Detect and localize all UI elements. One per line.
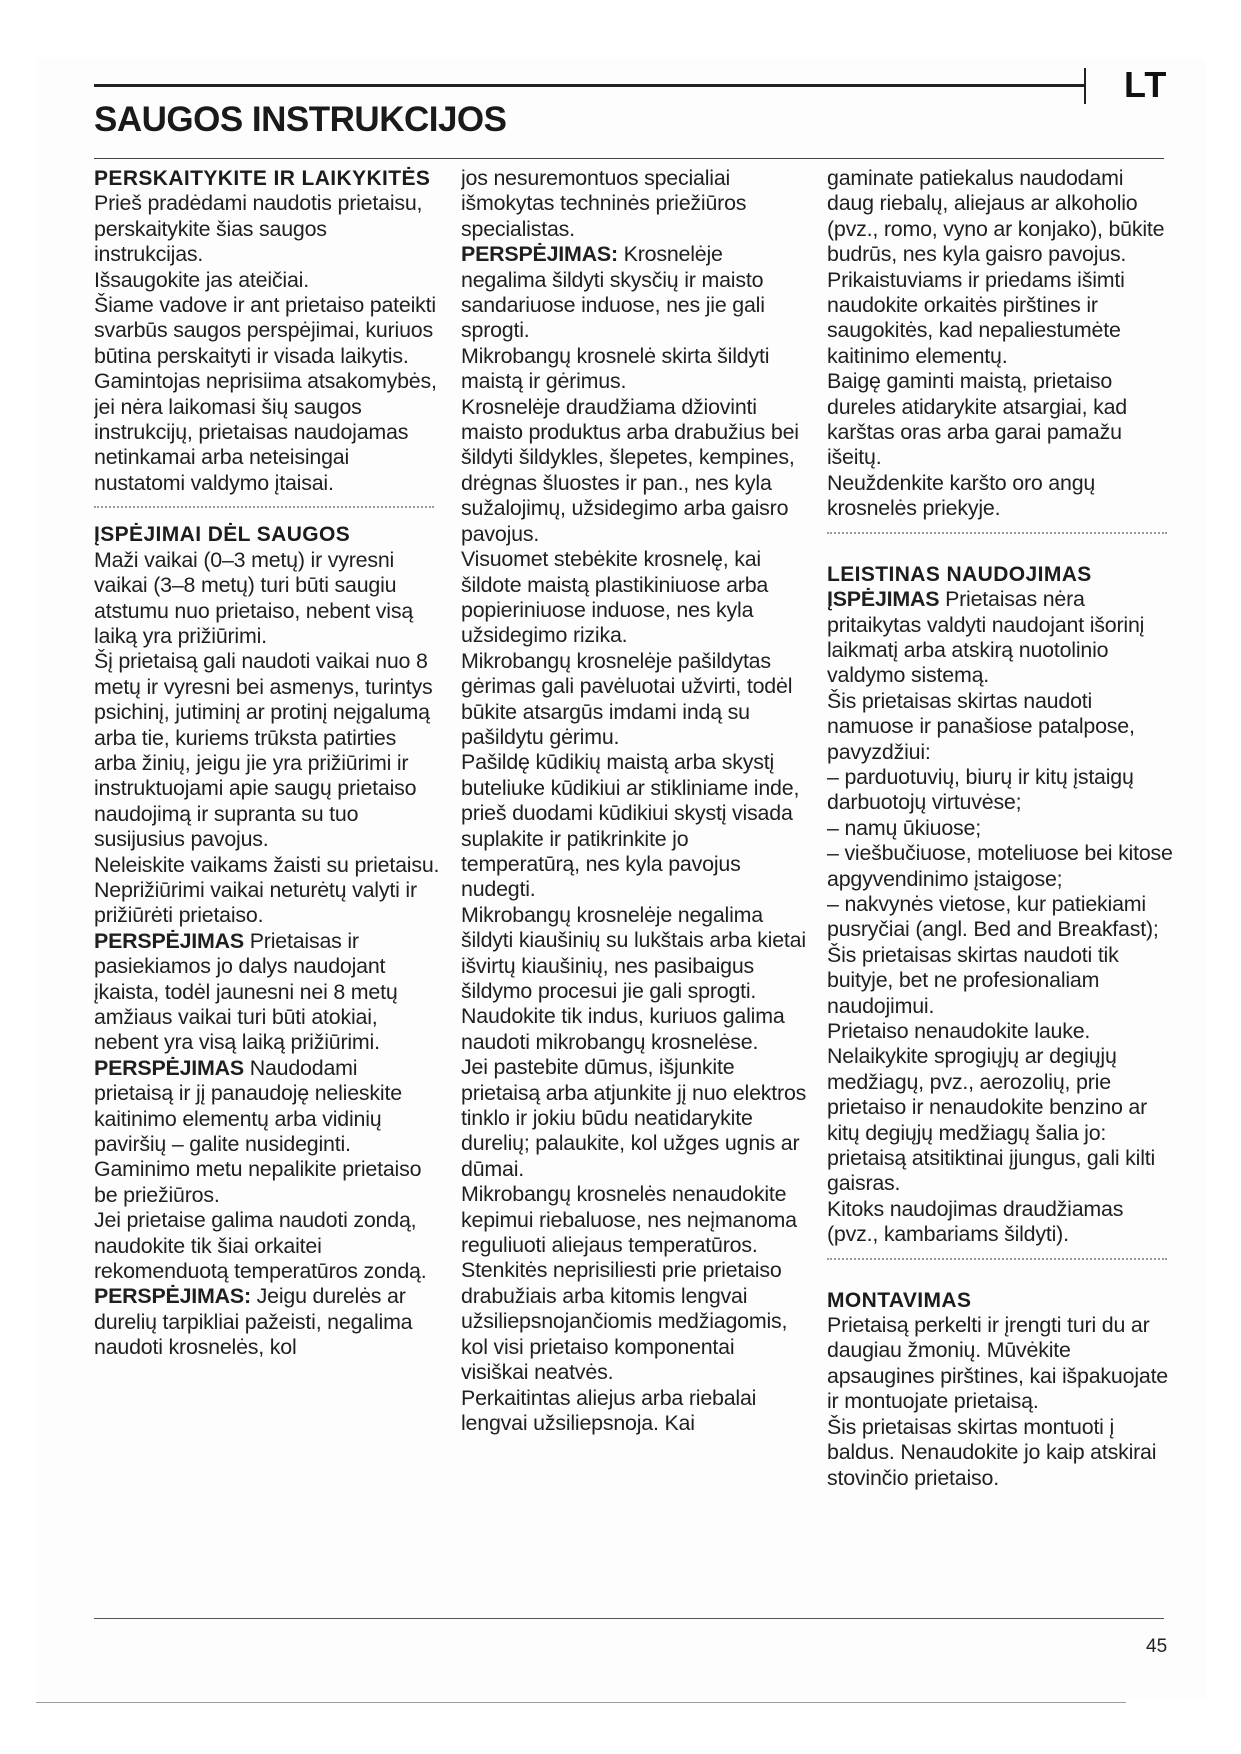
paragraph: Gamintojas neprisiima atsakomybės, jei nėra laikomasi šių saugos instrukcijų, prietaisas naudojamas netinkamai arba neteisingai nustatomi valdymo įtaisai. xyxy=(94,369,437,495)
heading-safety-warnings: ĮSPĖJIMAI DĖL SAUGOS xyxy=(94,523,351,547)
warning-text: Jeigu durelės ar durelių tarpikliai pažeisti, negalima naudoti krosnelės, kol xyxy=(94,1284,413,1360)
paragraph: Visuomet stebėkite krosnelę, kai šildote maistą plastikiniuose arba popieriniuose induose, nes kyla užsidegimo rizika. xyxy=(461,547,769,648)
scan-edge-line xyxy=(36,1702,1126,1703)
paragraph: jos nesuremontuos specialiai išmokytas techninės priežiūros specialistas. xyxy=(461,166,747,241)
paragraph: Prikaistuviams ir priedams išimti naudokite orkaitės pirštines ir saugokitės, kad nepaliestumėte kaitinimo elementų. xyxy=(827,267,1125,368)
warning-label: PERSPĖJIMAS: xyxy=(461,242,618,267)
dotted-separator xyxy=(94,506,434,508)
paragraph: Gaminimo metu nepalikite prietaiso be priežiūros. xyxy=(94,1157,422,1207)
warning-paragraph xyxy=(461,242,807,344)
paragraph: Šis prietaisas skirtas naudoti tik buityje, bet ne profesionaliam naudojimui. xyxy=(827,942,1119,1018)
paragraph: Jei pastebite dūmus, išjunkite prietaisą arba atjunkite jį nuo elektros tinklo ir jokiu būdu neatidarykite durelių; palaukite, kol užges ugnis ar dūmai. xyxy=(461,1055,807,1181)
column-2 xyxy=(461,166,807,1606)
list-item: – namų ūkiuose; xyxy=(827,815,981,840)
paragraph: Kitoks naudojimas draudžiamas (pvz., kambariams šildyti). xyxy=(827,1196,1124,1247)
paragraph: Maži vaikai (0–3 metų) ir vyresni vaikai (3–8 metų) turi būti saugiu atstumu nuo prietaiso, nebent visą laiką yra prižiūrimi. xyxy=(94,547,414,648)
paragraph: Prietaisą perkelti ir įrengti turi du ar daugiau žmonių. Mūvėkite apsaugines pirštines, kai išpakuojate ir montuojate prietaisą. xyxy=(827,1313,1169,1414)
paragraph: Perkaitintas aliejus arba riebalai lengvai užsiliepsnoja. Kai xyxy=(461,1385,757,1435)
paragraph: gaminate patiekalus naudodami daug riebalų, aliejaus ar alkoholio (pvz., romo, vyno ar konjako), būkite budrūs, nes kyla gaisro pavojus. xyxy=(827,166,1165,267)
warning-text: Prietaisas nėra pritaikytas valdyti naudojant išorinį laikmatį arba atskirą nuotolinio valdymo sistemą. xyxy=(827,587,1145,688)
dotted-separator xyxy=(827,1258,1167,1260)
paragraph: Stenkitės neprisiliesti prie prietaiso drabužiais arba kitomis lengvai užsiliepsnojančiomis medžiagomis, kol visi prietaiso komponentai visiškai neatvės. xyxy=(461,1258,788,1385)
paragraph: Prietaiso nenaudokite lauke. xyxy=(827,1019,1091,1043)
warning-paragraph xyxy=(94,1284,440,1360)
warning-paragraph xyxy=(94,929,440,1056)
header-tick xyxy=(1084,68,1086,104)
paragraph: Jei prietaise galima naudoti zondą, naudokite tik šiai orkaitei rekomenduotą temperatūros zondą. xyxy=(94,1208,427,1284)
paragraph: Mikrobangų krosnelė skirta šildyti maistą ir gėrimus. xyxy=(461,343,770,394)
paragraph: Šis prietaisas skirtas montuoti į baldus. Nenaudokite jo kaip atskirai stovinčio prietaiso. xyxy=(827,1414,1157,1490)
paragraph: Šis prietaisas skirtas naudoti namuose ir panašiose patalpose, pavyzdžiui: xyxy=(827,688,1135,764)
list-item: – viešbučiuose, moteliuose bei kitose apgyvendinimo įstaigose; xyxy=(827,841,1173,891)
heading-read-and-follow: PERSKAITYKITE IR LAIKYKITĖS xyxy=(94,167,431,190)
paragraph: Mikrobangų krosnelėje negalima šildyti kiaušinių su lukštais arba kietai išvirtų kiaušinių, nes pasibaigus šildymo procesui jie gali sprogti. xyxy=(461,902,806,1003)
paragraph: Šiame vadove ir ant prietaiso pateikti svarbūs saugos perspėjimai, kuriuos būtina perskaityti ir visada laikytis. xyxy=(94,293,436,368)
warning-paragraph xyxy=(827,587,1173,689)
paragraph: Mikrobangų krosnelėje pašildytas gėrimas gali pavėluotai užvirti, todėl būkite atsargūs imdami indą su pašildytu gėrimu. xyxy=(461,648,793,749)
paragraph: Nelaikykite sprogiųjų ar degiųjų medžiagų, pvz., aerozolių, prie prietaiso ir nenaudokite benzino ar kitų degiųjų medžiagų šalia jo: prietaisą atsitiktinai įjungus, gali kilti gaisras. xyxy=(827,1044,1156,1196)
heading-installation: MONTAVIMAS xyxy=(827,1288,972,1312)
list-item: – nakvynės vietose, kur patiekiami pusryčiai (angl. Bed and Breakfast); xyxy=(827,891,1159,942)
paragraph: Baigę gaminti maistą, prietaiso dureles atidarykite atsargiai, kad karštas oras arba garai pamažu išeitų. xyxy=(827,369,1127,470)
warning-label: PERSPĖJIMAS xyxy=(94,928,244,953)
paragraph: Krosnelėje draudžiama džiovinti maisto produktus arba drabužius bei šildyti šildykles, šlepetes, kempines, drėgnas šluostes ir pan., nes kyla sužalojimų, užsidegimo arba gaisro pavojus. xyxy=(461,394,799,546)
page-number: 45 xyxy=(1146,1636,1168,1657)
paragraph: Mikrobangų krosnelės nenaudokite kepimui riebaluose, nes neįmanoma reguliuoti aliejaus temperatūros. xyxy=(461,1182,797,1258)
paragraph: Šį prietaisą gali naudoti vaikai nuo 8 metų ir vyresni bei asmenys, turintys psichinį, jutiminį ar protinį neįgalumą arba tie, kuriems trūksta patirties arba žinių, jeigu jie yra prižiūrimi ir instruktuojami apie saugų prietaiso naudojimą ir supranta su tuo susijusius pavojus. xyxy=(94,649,433,852)
paragraph: Neuždenkite karšto oro angų krosnelės priekyje. xyxy=(827,470,1096,521)
warning-text: Naudodami prietaisą ir jį panaudoję nelieskite kaitinimo elementų arba vidinių paviršių – galite nusideginti. xyxy=(94,1055,402,1157)
paragraph: Neleiskite vaikams žaisti su prietaisu. Neprižiūrimi vaikai neturėtų valyti ir prižiūrėti prietaiso. xyxy=(94,852,440,928)
language-code: LT xyxy=(1124,64,1168,105)
heading-permitted-use: LEISTINAS NAUDOJIMAS xyxy=(827,562,1092,586)
warning-label: ĮSPĖJIMAS xyxy=(827,587,940,612)
paragraph: Išsaugokite jas ateičiai. xyxy=(94,267,309,292)
page-title: SAUGOS INSTRUKCIJOS xyxy=(94,100,507,139)
warning-text: Krosnelėje negalima šildyti skysčių ir maisto sandariuose induose, nes jie gali sprogti. xyxy=(461,242,765,343)
paragraph: Prieš pradėdami naudotis prietaisu, perskaitykite šias saugos instrukcijas. xyxy=(94,191,423,267)
header-rule xyxy=(94,84,1086,87)
warning-text: Prietaisas ir pasiekiamos jo dalys naudojant įkaista, todėl jaunesni nei 8 metų amžiaus vaikai turi būti atokiai, nebent yra visą laiką prižiūrimi. xyxy=(94,928,398,1055)
list-item: – parduotuvių, biurų ir kitų įstaigų darbuotojų virtuvėse; xyxy=(827,764,1134,815)
warning-label: PERSPĖJIMAS xyxy=(94,1055,244,1080)
title-rule xyxy=(94,158,1164,159)
warning-paragraph xyxy=(94,1056,440,1158)
paragraph: Naudokite tik indus, kuriuos galima naudoti mikrobangų krosnelėse. xyxy=(461,1004,785,1054)
column-1 xyxy=(94,166,440,1606)
paragraph: Pašildę kūdikių maistą arba skystį buteliuke kūdikiui ar stikliniame inde, prieš duodami kūdikiui skystį visada suplakite ir patikrinkite jo temperatūrą, nes kyla pavojus nudegti. xyxy=(461,750,800,902)
warning-label: PERSPĖJIMAS: xyxy=(94,1284,251,1309)
footer-rule xyxy=(94,1618,1164,1619)
column-3 xyxy=(827,166,1173,1606)
dotted-separator xyxy=(827,532,1167,534)
